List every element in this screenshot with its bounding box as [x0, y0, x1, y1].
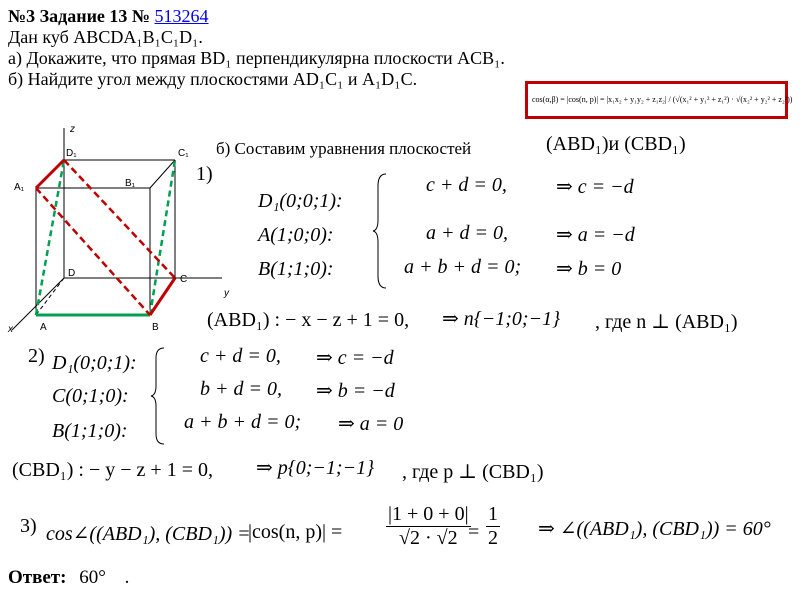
given-text: Дан куб ABCDA₁B₁C₁D₁.: [8, 27, 203, 47]
step2-label: 2): [28, 345, 45, 367]
formula-text: cos(α,β) = |cos(n, p)| = |x₁x₂ + y₁y₂ + z₁z₂| / (√(x₁² + y₁² + z₁²) · √(x₂² + y₂² + z₂²)): [532, 95, 793, 104]
step2-plane-eq: (CBD₁) : − y − z + 1 = 0,: [12, 459, 213, 481]
label-y: y: [224, 288, 229, 299]
step1-point-1: D₁(0;0;1):: [258, 190, 343, 212]
step1-eq-3: a + b + d = 0;: [404, 256, 522, 278]
answer-label: Ответ:: [8, 567, 67, 588]
step2-point-1: D₁(0;0;1):: [52, 352, 137, 374]
answer-dot: .: [124, 567, 130, 588]
step3-half-num: 1: [488, 503, 498, 525]
step1-result-1: ⇒ c = −d: [556, 176, 634, 198]
formula-box: [525, 81, 793, 119]
section-b-intro: б) Составим уравнения плоскостей: [216, 139, 472, 158]
label-c1: C₁: [178, 148, 189, 159]
step3-num: |1 + 0 + 0|: [388, 503, 469, 525]
step1-point-2: A(1;0;0):: [258, 224, 334, 246]
step1-eq-1: c + d = 0,: [426, 174, 507, 196]
step3-eq: =: [468, 521, 480, 543]
step2-brace: [150, 346, 170, 446]
step1-normal-note: , где n ⊥ (ABD₁): [595, 311, 738, 333]
cube-diagram: [0, 118, 229, 338]
part-b-text: б) Найдите угол между плоскостями AD₁C₁ и A₁D₁C.: [8, 69, 418, 89]
part-a-text: а) Докажите, что прямая BD₁ перпендикулярна плоскости ACB₁.: [8, 48, 505, 68]
step2-result-2: ⇒ b = −d: [316, 380, 395, 402]
step2-normal: ⇒ p{0;−1;−1}: [256, 457, 375, 479]
step1-result-3: ⇒ b = 0: [556, 258, 622, 280]
step1-plane-eq: (ABD₁) : − x − z + 1 = 0,: [207, 309, 410, 331]
step3-half: [486, 503, 500, 550]
answer-line: [8, 567, 129, 589]
step2-eq-2: b + d = 0,: [200, 378, 282, 400]
step1-label: 1): [196, 163, 213, 185]
step2-eq-3: a + b + d = 0;: [184, 411, 302, 433]
step1-brace: [372, 172, 392, 290]
step2-point-3: B(1;1;0):: [52, 420, 128, 442]
red-edge-bc: [150, 278, 175, 315]
step2-normal-note: , где p ⊥ (CBD₁): [402, 461, 544, 483]
label-d1: D₁: [66, 148, 77, 159]
answer-value: 60°: [79, 567, 106, 588]
edge-da: [36, 278, 64, 315]
label-d: D: [68, 268, 76, 279]
label-b1: B₁: [125, 178, 136, 189]
label-z: z: [70, 124, 75, 135]
step2-eq-1: c + d = 0,: [200, 345, 281, 367]
step3-half-den: 2: [488, 527, 498, 549]
step3-result: ⇒ ∠((ABD₁), (CBD₁)) = 60°: [538, 518, 771, 540]
step2-result-3: ⇒ a = 0: [338, 413, 404, 435]
step3-den: √2 · √2: [398, 527, 458, 549]
label-b: B: [152, 322, 159, 333]
step2-result-1: ⇒ c = −d: [316, 347, 394, 369]
label-c: C: [180, 274, 188, 285]
title-prefix: №3 Задание 13 №: [8, 6, 151, 26]
step3-mid: |cos(n, p)| =: [248, 521, 343, 543]
step3-fraction: [386, 503, 471, 550]
label-a: A: [40, 322, 47, 333]
step2-point-2: C(0;1;0):: [52, 385, 129, 407]
red-diag-a1b: [36, 188, 150, 315]
task-title: [8, 5, 209, 27]
red-diag-d1c: [64, 160, 175, 278]
step1-result-2: ⇒ a = −d: [556, 224, 635, 246]
label-x: x: [8, 324, 13, 335]
step1-point-3: B(1;1;0):: [258, 258, 334, 280]
step1-normal: ⇒ n{−1;0;−1}: [442, 308, 561, 330]
label-a1: A₁: [14, 182, 25, 193]
step3-lhs: cos∠((ABD₁), (CBD₁)) =: [46, 523, 251, 545]
step1-eq-2: a + d = 0,: [426, 222, 508, 244]
task-id-link[interactable]: 513264: [154, 6, 209, 26]
section-b-planes: (ABD₁)и (CBD₁): [546, 133, 686, 155]
step3-label: 3): [20, 515, 37, 537]
